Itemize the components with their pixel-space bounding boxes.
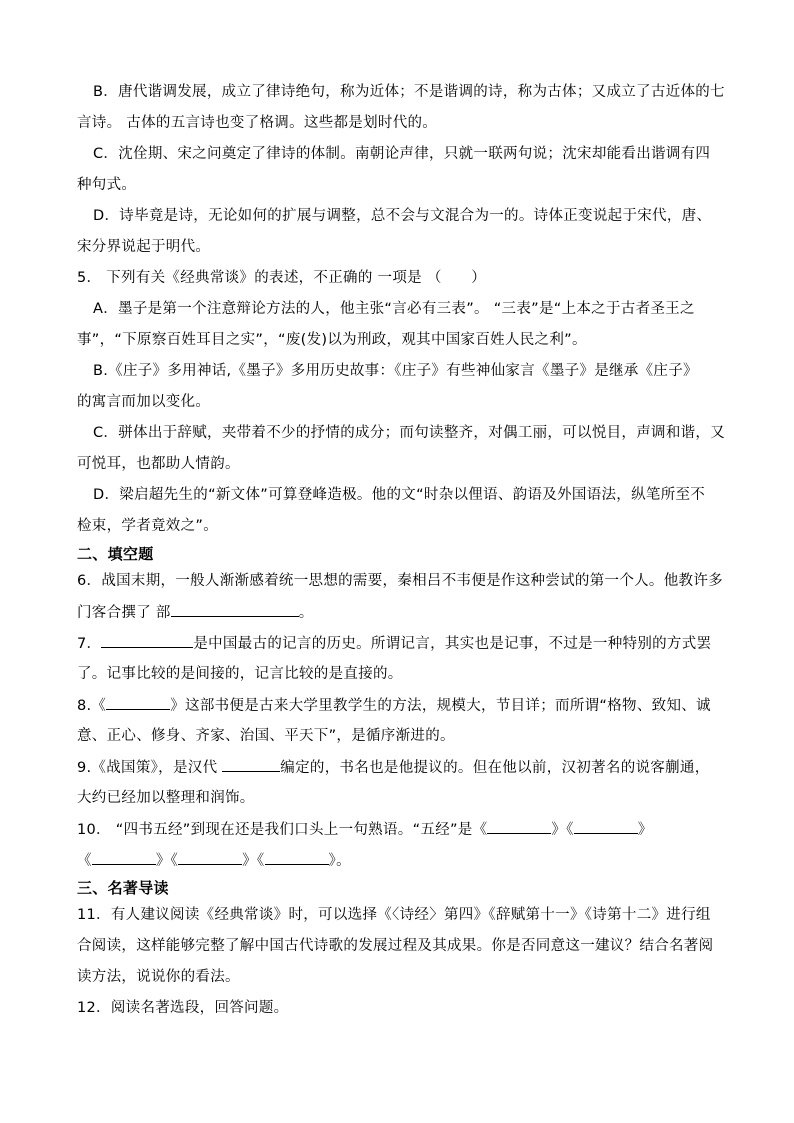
question-5-option-b-line-2: 的寓言而加以变化。 <box>77 394 211 410</box>
question-5-option-c-line-1: C．骈体出于辞赋，夹带着不少的抒情的成分；而句读整齐，对偶工丽，可以悦目，声调和谐，又 <box>93 425 726 441</box>
question-10-blank-1[interactable] <box>487 819 551 834</box>
question-10-text-d: 《 <box>77 853 92 869</box>
section-heading-fill-in: 二、填空题 <box>77 545 154 563</box>
question-9-text-a: 9.《战国策》，是汉代 <box>77 760 223 776</box>
question-5-option-c-line-2: 可悦耳，也都助人情韵。 <box>77 456 240 472</box>
question-8-text-b: 》这部书便是古来大学里教学生的方法，规模大，节目详；而所谓“格物、致知、诚 <box>170 698 711 714</box>
question-4-option-c-line-2: 种句式。 <box>77 177 137 193</box>
question-10-blank-2[interactable] <box>574 819 638 834</box>
question-8-blank[interactable] <box>106 695 170 710</box>
question-9-line-2: 大约已经加以整理和润饰。 <box>77 790 255 806</box>
question-6-line-1: 6．战国末期，一般人渐渐感着统一思想的需要，秦相吕不韦便是作这种尝试的第一个人。他教许多 <box>77 573 723 589</box>
question-11-line-1: 11．有人建议阅读《经典常谈》时，可以选择《〈诗经〉第四》《辞赋第十一》《诗第十二》进行组 <box>77 907 711 923</box>
question-9-text-b: 编定的，书名也是他提议的。但在他以前，汉初著名的说客蒯通， <box>280 760 710 776</box>
question-4-option-c-line-1: C．沈佺期、宋之问奠定了律诗的体制。南朝论声律，只就一联两句说；沈宋却能看出谐调有四 <box>93 146 711 162</box>
question-5-option-d-line-2: 检束，学者竟效之”。 <box>77 518 219 534</box>
question-7-text-b: 是中国最古的记言的历史。所谓记言，其实也是记事，不过是一种特别的方式罢 <box>193 636 712 652</box>
question-4-option-d-line-2: 宋分界说起于明代。 <box>77 239 211 255</box>
question-8-text-a: 8.《 <box>77 698 107 714</box>
question-10-blank-4[interactable] <box>178 850 242 865</box>
question-5-option-d-line-1: D．梁启超先生的“新文体”可算登峰造极。他的文“时杂以俚语、韵语及外国语法，纵笔所至不 <box>93 487 706 503</box>
question-5-option-a-line-1: A．墨子是第一个注意辩论方法的人，他主张“言必有三表”。 “三表”是“上本之于古者圣王之 <box>93 301 695 317</box>
question-8-line-2: 意、正心、修身、齐家、治国、平天下”，是循序渐进的。 <box>77 728 455 744</box>
question-6-text-a: 门客合撰了 部 <box>77 605 171 621</box>
question-10-text-a: 10． “四书五经”到现在还是我们口头上一句熟语。“五经”是《 <box>77 822 488 838</box>
question-10-text-f: 》《 <box>242 853 265 869</box>
question-7-line-2: 了。记事比较的是间接的，记言比较的是直接的。 <box>77 666 403 682</box>
question-5-option-a-line-2: 事”，“下原察百姓耳目之实”，“废(发)以为刑政，观其中国家百姓人民之利”。 <box>77 332 587 348</box>
question-6-line-2 <box>77 602 314 623</box>
question-10-text-c: 》 <box>637 822 653 838</box>
question-10-text-e: 》《 <box>155 853 179 869</box>
question-6-blank[interactable] <box>171 602 299 617</box>
question-6-text-b: 。 <box>298 605 314 621</box>
question-7-blank[interactable] <box>101 633 193 648</box>
question-4-option-b-line-1: B．唐代谐调发展，成立了律诗绝句，称为近体；不是谐调的诗，称为古体；又成立了古近体的七 <box>93 84 725 100</box>
question-10-text-b: 》《 <box>551 822 574 838</box>
question-12-stem: 12．阅读名著选段，回答问题。 <box>77 1000 289 1016</box>
section-heading-reading-guide: 三、名著导读 <box>77 879 169 897</box>
question-5-option-b-line-1: B.《庄子》多用神话,《墨子》多用历史故事：《庄子》有些神仙家言《墨子》是继承《庄子》 <box>93 363 698 379</box>
question-8-line-1 <box>77 695 711 716</box>
question-10-text-g: 》。 <box>328 853 351 869</box>
question-10-blank-5[interactable] <box>265 850 329 865</box>
question-10-line-1 <box>77 819 653 840</box>
question-11-line-2: 合阅读，这样能够完整了解中国古代诗歌的发展过程及其成果。你是否同意这一建议？结合名著阅 <box>77 938 714 954</box>
question-9-line-1 <box>77 757 710 778</box>
question-10-blank-3[interactable] <box>92 850 156 865</box>
question-4-option-b-line-2: 言诗。 古体的五言诗也变了格调。这些都是划时代的。 <box>77 115 438 131</box>
question-10-line-2 <box>77 850 351 871</box>
question-4-option-d-line-1: D．诗毕竟是诗，无论如何的扩展与调整，总不会与文混合为一的。诗体正变说起于宋代，唐、 <box>93 208 712 224</box>
question-7-text-a: 7． <box>77 636 102 652</box>
question-7-line-1 <box>77 633 711 654</box>
question-11-line-3: 读方法，说说你的看法。 <box>77 969 240 985</box>
question-5-stem: 5． 下列有关《经典常谈》的表述，不正确的 一项是 （ ） <box>77 270 487 286</box>
question-9-blank[interactable] <box>222 757 280 772</box>
